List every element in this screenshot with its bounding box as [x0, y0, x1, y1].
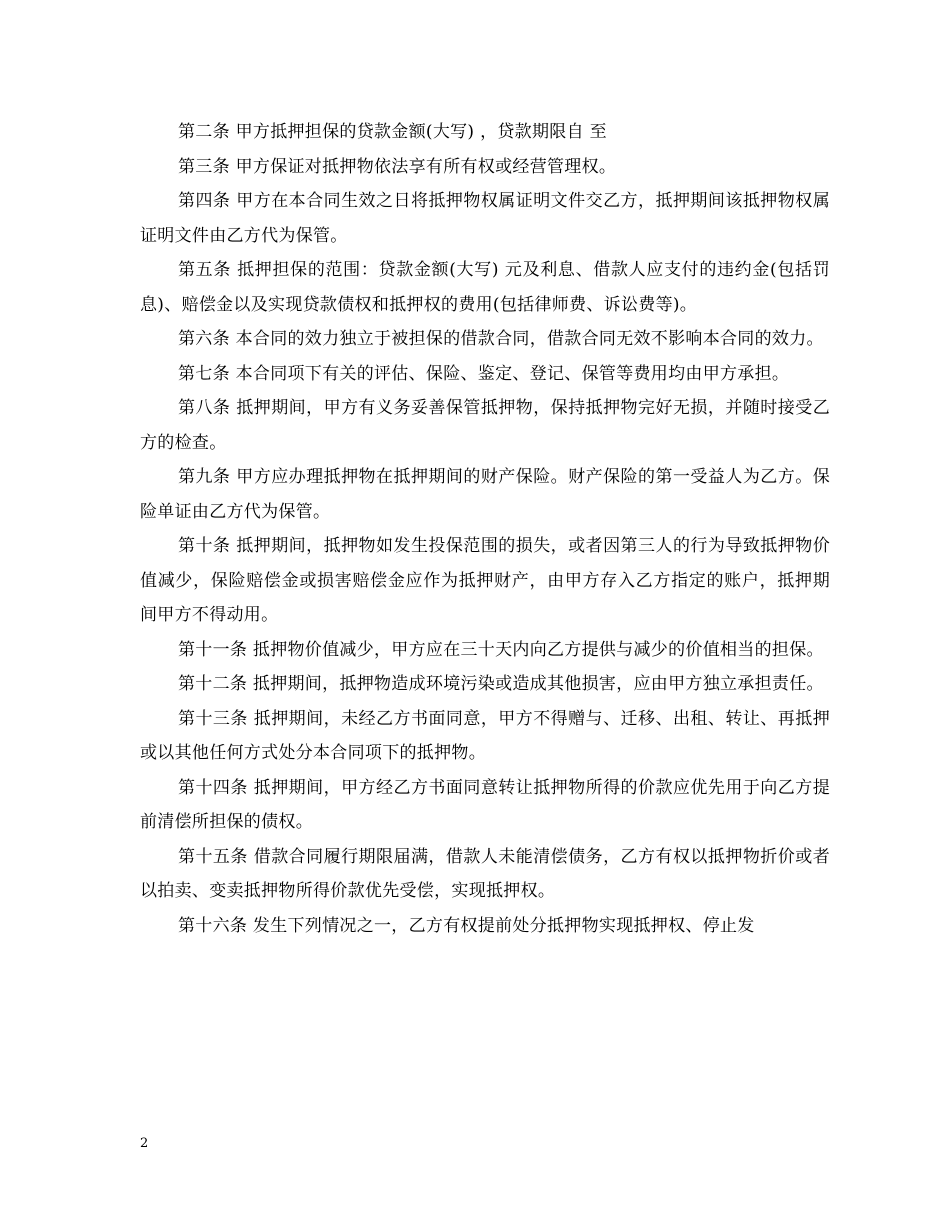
clause-3: 第三条 甲方保证对抵押物依法享有所有权或经营管理权。	[178, 156, 617, 177]
clause-14: 第十四条 抵押期间，甲方经乙方书面同意转让抵押物所得的价款应优先用于向乙方提前清偿所担保的债权。	[140, 777, 830, 832]
clause-11: 第十一条 抵押物价值减少，甲方应在三十天内向乙方提供与减少的价值相当的担保。	[178, 639, 824, 660]
clause-5: 第五条 抵押担保的范围：贷款金额(大写) 元及利息、借款人应支付的违约金(包括罚息)、赔偿金以及实现贷款债权和抵押权的费用(包括律师费、诉讼费等)。	[140, 260, 830, 315]
document-body	[140, 115, 830, 943]
clause-16: 第十六条 发生下列情况之一，乙方有权提前处分抵押物实现抵押权、停止发	[178, 915, 755, 936]
clause-12: 第十二条 抵押期间，抵押物造成环境污染或造成其他损害，应由甲方独立承担责任。	[178, 674, 824, 694]
clause-6: 第六条 本合同的效力独立于被担保的借款合同，借款合同无效不影响本合同的效力。	[178, 329, 824, 349]
clause-4: 第四条 甲方在本合同生效之日将抵押物权属证明文件交乙方，抵押期间该抵押物权属证明文件由乙方代为保管。	[140, 191, 830, 246]
clause-10: 第十条 抵押期间，抵押物如发生投保范围的损失，或者因第三人的行为导致抵押物价值减少，保险赔偿金或损害赔偿金应作为抵押财产，由甲方存入乙方指定的账户，抵押期间甲方不得动用。	[140, 536, 830, 625]
clause-2: 第二条 甲方抵押担保的贷款金额(大写) ，贷款期限自 至	[178, 122, 607, 142]
clause-13: 第十三条 抵押期间，未经乙方书面同意，甲方不得赠与、迁移、出租、转让、再抵押或以其他任何方式处分本合同项下的抵押物。	[140, 708, 830, 763]
clause-7: 第七条 本合同项下有关的评估、保险、鉴定、登记、保管等费用均由甲方承担。	[178, 363, 790, 384]
clause-8: 第八条 抵押期间，甲方有义务妥善保管抵押物，保持抵押物完好无损，并随时接受乙方的检查。	[140, 398, 830, 453]
clause-9: 第九条 甲方应办理抵押物在抵押期间的财产保险。财产保险的第一受益人为乙方。保险单证由乙方代为保管。	[140, 467, 830, 522]
clause-15: 第十五条 借款合同履行期限届满，借款人未能清偿债务，乙方有权以抵押物折价或者以拍卖、变卖抵押物所得价款优先受偿，实现抵押权。	[140, 846, 830, 901]
page-number: 2	[140, 1136, 149, 1151]
